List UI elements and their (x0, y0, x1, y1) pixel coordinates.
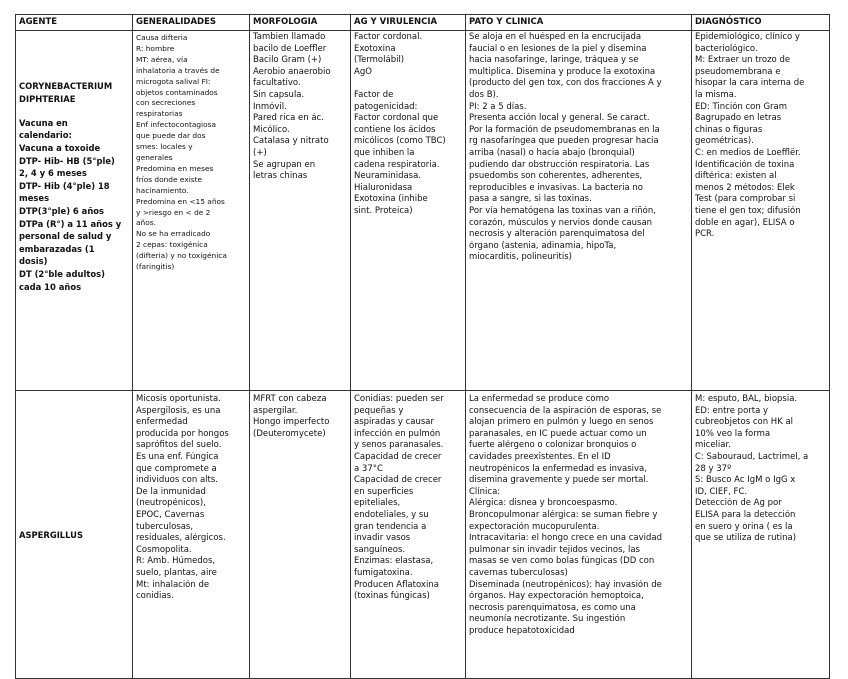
cell-text-line: pulmonar sin invadir tejidos vecinos, las (469, 544, 640, 555)
cell-text-line: aspiradas y causar (354, 417, 434, 428)
cell-text-line: fumigatoxina. (354, 567, 413, 578)
cell-text-line: cadena respiratoria. (354, 159, 440, 170)
cell-text-line: letras chinas (253, 171, 308, 182)
cell-text-line: ELISA para la detección (695, 509, 796, 520)
cell-text-line: que puede dar dos (136, 131, 206, 141)
cell-text-line: Presenta acción local y general. Se caract. (469, 113, 650, 124)
cell-text-line: R: hombre (136, 43, 175, 53)
cell-text-line: Neuraminidasa. (354, 171, 422, 182)
header-agente: AGENTE (16, 15, 133, 31)
cell-text-line: miocarditis, polineuritis) (469, 252, 572, 263)
cell-text-line: en suero y orina ( es la (695, 521, 793, 532)
cell-text-line: 2, 4 y 6 meses (19, 168, 87, 179)
cell-spacer (354, 78, 462, 90)
cell-text-line: epiteliales, (354, 498, 401, 509)
pato-clinica-cell (466, 391, 692, 679)
cell-text-line: Micosis oportunista. (136, 394, 221, 404)
generalidades-cell (133, 391, 250, 679)
cell-text-line: hisopar la cara interna de (695, 78, 805, 89)
cell-text-line: necrosis y alteración parenquimatosa del (469, 229, 645, 240)
cell-text-line: 10% veo la forma (695, 428, 771, 439)
cell-text-line: Enzimas: elastasa, (354, 556, 434, 567)
cell-text-line: pudiendo dar obstrucción respiratoria. Las (469, 159, 650, 170)
ag-virulencia-cell (351, 31, 466, 391)
cell-text-line: Por vía hematógena las toxinas van a riñón, (469, 205, 656, 216)
cell-text-line: pequeñas y (354, 405, 404, 416)
cell-text-line: pasa a sangre, si las toxinas. (469, 194, 592, 205)
cell-text-line: facultativo. (253, 78, 301, 89)
generalidades-cell (133, 31, 250, 391)
cell-text-line: enfermedad (136, 417, 188, 428)
cell-text-line: dos B). (469, 89, 499, 100)
cell-text-line: meses (19, 193, 50, 204)
cell-text-line: en superficies (354, 486, 414, 497)
cell-text-line: que compromete a (136, 463, 217, 474)
cell-text-line: Conidias: pueden ser (354, 394, 444, 404)
cell-text-line: S: Busco Ac IgM o IgG x (695, 475, 796, 486)
cell-text-line: corazón, músculos y nervios donde causan (469, 217, 653, 228)
comparison-table (15, 14, 830, 679)
cell-text-line: Diseminada (neutropénicos): hay invasión de (469, 579, 662, 590)
cell-text-line: calendario: (19, 130, 72, 141)
cell-text-line: C: Sabouraud, Lactrimel, a (695, 451, 809, 462)
morfologia-cell (250, 31, 351, 391)
cell-text-line: sanguíneos. (354, 544, 406, 555)
header-row (16, 15, 830, 31)
cell-text-line: Broncopulmonar alérgica: se suman fiebre y (469, 509, 658, 520)
cell-text-line: a 37°C (354, 463, 383, 474)
cell-text-line: años. (136, 218, 156, 228)
cell-text-line: con secreciones (136, 98, 196, 108)
cell-text-line: órgano (astenia, adinamia, hipoTa, (469, 240, 617, 251)
cell-text-line: (producto del gen tox, con dos fracciones A y (469, 78, 662, 89)
cell-text-line: Se agrupan en (253, 159, 316, 170)
cell-text-line: Mt: inhalación de (136, 579, 210, 590)
cell-text-line: 8agrupado en letras (695, 113, 782, 124)
cell-text-line: Sin capsula. (253, 89, 305, 100)
cell-text-line: cavernas tuberculosas) (469, 567, 568, 578)
cell-text-line: DIPHTERIAE (19, 93, 76, 104)
cell-text-line: bacteriológico. (695, 43, 758, 54)
cell-text-line: Por la formación de pseudomembranas en la (469, 124, 660, 135)
cell-text-line: generales (136, 152, 173, 162)
cell-text-line: menos 2 métodos: Elek (695, 182, 795, 193)
cell-text-line: Tambien llamado (253, 32, 326, 42)
cell-text-line: Factor cordonal que (354, 113, 439, 124)
cell-text-line: (Deuteromycete) (253, 428, 326, 439)
cell-text-line: (neutropénicos), (136, 498, 206, 509)
cell-text-line: que se utiliza de rutina) (695, 533, 797, 544)
cell-text-line: disemina gravemente y puede ser mortal. (469, 475, 649, 486)
cell-text-line: doble en agar), ELISA o (695, 217, 795, 228)
cell-spacer (19, 105, 129, 117)
cell-text-line: Epidemiológico, clínico y (695, 32, 800, 42)
header-morfologia: MORFOLOGIA (250, 15, 351, 31)
cell-text-line: Vacuna a toxoide (19, 142, 101, 153)
cell-text-line: cubreobjetos con HK al (695, 417, 794, 428)
cell-text-line: Detección de Ag por (695, 498, 782, 509)
table-row-aspergillus (16, 391, 830, 679)
cell-text-line: DT (2°ble adultos) (19, 268, 105, 279)
cell-text-line: 28 y 37º (695, 463, 732, 474)
cell-text-line: arriba (nasal) o hacia abajo (bronquial) (469, 147, 635, 158)
cell-text-line: (faringitis) (136, 262, 175, 272)
cell-text-line: Predomina en <15 años (136, 196, 225, 206)
cell-text-line: ID, CIEF, FC. (695, 486, 748, 497)
cell-text-line: (toxinas fúngicas) (354, 591, 430, 602)
cell-text-line: Factor de (354, 89, 394, 100)
cell-text-line: ED: Tinción con Gram (695, 101, 788, 112)
cell-text-line: Capacidad de crecer (354, 451, 442, 462)
cell-text-line: La enfermedad se produce como (469, 394, 610, 404)
cell-text-line: cavidades preexistentes. En el ID (469, 451, 611, 462)
cell-text-line: y >riesgo en < de 2 (136, 207, 211, 217)
cell-text-line: fuerte alérgeno o colonizar bronquios o (469, 440, 637, 451)
header-ag-virulencia: AG Y VIRULENCIA (351, 15, 466, 31)
cell-text-line: Exotoxina (inhibe (354, 194, 428, 205)
cell-text-line: Hialuronidasa (354, 182, 413, 193)
cell-text-line: Producen Aflatoxina (354, 579, 439, 590)
cell-text-line: 2 cepas: toxigénica (136, 240, 208, 250)
cell-text-line: Test (para comprobar si (695, 194, 796, 205)
cell-text-line: (difteria) y no toxigénica (136, 251, 227, 261)
cell-text-line: DTP- Hib (4°ple) 18 (19, 180, 110, 191)
cell-text-line: aspergilar. (253, 405, 298, 416)
cell-text-line: reproducibles e invasivas. La bacteria no (469, 182, 643, 193)
cell-text-line: Alérgica: disnea y broncoespasmo. (469, 498, 618, 509)
cell-text-line: producida por hongos (136, 428, 229, 439)
cell-text-line: y senos paranasales. (354, 440, 444, 451)
cell-text-line: DTPa (R°) a 11 años y (19, 218, 122, 229)
cell-text-line: invadir vasos (354, 533, 411, 544)
cell-text-line: microgota salival FI: (136, 76, 211, 86)
cell-text-line: Causa difteria (136, 33, 188, 42)
cell-text-line: MT: aérea, vía (136, 54, 188, 64)
cell-text-line: MFRT con cabeza (253, 394, 327, 404)
cell-text-line: endoteliales, y su (354, 509, 429, 520)
cell-text-line: smes: locales y (136, 142, 193, 152)
cell-text-line: Catalasa y nitrato (253, 136, 329, 147)
cell-text-line: contiene los ácidos (354, 124, 436, 135)
cell-text-line: Exotoxina (354, 43, 396, 54)
cell-text-line: M: Extraer un trozo de (695, 55, 791, 66)
cell-text-line: ASPERGILLUS (19, 530, 84, 541)
cell-text-line: neutropénicos la enfermedad es invasiva, (469, 463, 647, 474)
cell-text-line: Vacuna en (19, 117, 68, 128)
cell-text-line: multiplica. Disemina y produce la exotoxina (469, 66, 656, 77)
cell-text-line: C: en medios de Loefflër. (695, 147, 801, 158)
cell-text-line: hacia nasofaringe, laringe, tráquea y se (469, 55, 639, 66)
cell-text-line: Aspergilosis, es una (136, 405, 221, 416)
cell-text-line: (Termolábil) (354, 55, 405, 66)
cell-text-line: alojan primero en pulmón y luego en senos (469, 417, 654, 428)
pato-clinica-cell (466, 31, 692, 391)
cell-text-line: saprófitos del suelo. (136, 440, 222, 451)
cell-text-line: bacilo de Loeffler (253, 43, 327, 54)
header-pato-clinica: PATO Y CLINICA (466, 15, 692, 31)
cell-text-line: Hongo imperfecto (253, 417, 330, 428)
header-generalidades: GENERALIDADES (133, 15, 250, 31)
cell-text-line: residuales, alérgicos. (136, 533, 226, 544)
cell-text-line: gran tendencia a (354, 521, 427, 532)
cell-text-line: miceliar. (695, 440, 731, 451)
cell-text-line: patogenicidad: (354, 101, 418, 112)
cell-text-line: Es una enf. Fúngica (136, 451, 219, 462)
cell-text-line: conidias. (136, 591, 174, 602)
cell-text-line: que inhiben la (354, 147, 415, 158)
cell-text-line: individuos con alts. (136, 475, 219, 486)
cell-text-line: PCR. (695, 229, 715, 240)
cell-text-line: sint. Proteica) (354, 205, 413, 216)
cell-text-line: neumonía necrotizante. Su ingestión (469, 614, 626, 625)
cell-text-line: Cosmopolita. (136, 544, 192, 555)
cell-text-line: Capacidad de crecer (354, 475, 442, 486)
cell-text-line: DTP- Hib- HB (5°ple) (19, 155, 115, 166)
diagnostico-cell (692, 31, 830, 391)
cell-text-line: necrosis parenquimatosa, es como una (469, 602, 636, 613)
cell-text-line: pseudomembrana e (695, 66, 781, 77)
cell-text-line: faucial o en lesiones de la piel y disemina (469, 43, 647, 54)
cell-text-line: chinas o figuras (695, 124, 763, 135)
cell-text-line: objetos contaminados (136, 87, 218, 97)
cell-text-line: M: esputo, BAL, biopsia. (695, 394, 798, 404)
cell-text-line: PI: 2 a 5 días. (469, 101, 527, 112)
cell-text-line: produce hepatotoxicidad (469, 625, 575, 636)
cell-text-line: geométricas). (695, 136, 754, 147)
cell-text-line: Factor cordonal. (354, 32, 423, 42)
cell-text-line: Enf infectocontagiosa (136, 120, 217, 130)
cell-text-line: (+) (253, 147, 267, 158)
cell-text-line: Pared rica en ác. (253, 113, 324, 124)
cell-text-line: Aerobio anaerobio (253, 66, 331, 77)
cell-text-line: ED: entre porta y (695, 405, 769, 416)
cell-text-line: órganos. Hay expectoración hemoptoica, (469, 591, 644, 602)
cell-text-line: Micólico. (253, 124, 290, 135)
cell-text-line: micólicos (como TBC) (354, 136, 446, 147)
cell-text-line: inhalatoria a través de (136, 65, 220, 75)
cell-text-line: Inmóvil. (253, 101, 287, 112)
diagnostico-cell (692, 391, 830, 679)
ag-virulencia-cell (351, 391, 466, 679)
agente-cell (16, 391, 133, 679)
cell-text-line: Se aloja en el huésped en la encrucijada (469, 32, 642, 42)
cell-text-line: paranasales, en IC puede actuar como un (469, 428, 647, 439)
cell-text-line: masas se ven como bolas fúngicas (DD con (469, 556, 655, 567)
cell-text-line: embarazadas (1 (19, 243, 95, 254)
cell-text-line: hacinamiento. (136, 185, 189, 195)
morfologia-cell (250, 391, 351, 679)
cell-text-line: Clínica: (469, 486, 501, 497)
cell-text-line: rg nasofaríngea que pueden progresar hacia (469, 136, 659, 147)
cell-text-line: EPOC, Cavernas (136, 509, 205, 520)
cell-text-line: infección en pulmón (354, 428, 441, 439)
cell-text-line: R: Amb. Húmedos, (136, 556, 216, 567)
table-row-corynebacterium (16, 31, 830, 391)
cell-text-line: diftérica: existen al (695, 171, 777, 182)
cell-text-line: Identificación de toxina (695, 159, 795, 170)
cell-text-line: suelo, plantas, aire (136, 567, 217, 578)
cell-text-line: cada 10 años (19, 281, 82, 292)
cell-text-line: psuedombs son coherentes, adherentes, (469, 171, 643, 182)
cell-text-line: consecuencia de la aspiración de esporas, se (469, 405, 662, 416)
cell-text-line: Predomina en meses (136, 163, 214, 173)
cell-text-line: CORYNEBACTERIUM (19, 81, 113, 91)
header-diagnostico: DIAGNÓSTICO (692, 15, 830, 31)
cell-text-line: dosis) (19, 256, 48, 267)
cell-text-line: No se ha erradicado (136, 229, 211, 239)
cell-text-line: tiene el gen tox; difusión (695, 205, 801, 216)
cell-text-line: expectoración mucopurulenta. (469, 521, 600, 532)
cell-text-line: AgO (354, 66, 372, 77)
cell-text-line: personal de salud y (19, 231, 112, 242)
cell-text-line: tuberculosas, (136, 521, 194, 532)
cell-text-line: Intracavitaria: el hongo crece en una cavidad (469, 533, 663, 544)
cell-text-line: fríos donde existe (136, 174, 203, 184)
agente-cell (16, 31, 133, 391)
cell-text-line: respiratorias (136, 109, 183, 119)
cell-text-line: la misma. (695, 89, 737, 100)
cell-text-line: DTP(3°ple) 6 años (19, 205, 105, 216)
cell-text-line: Bacilo Gram (+) (253, 55, 322, 66)
cell-text-line: De la inmunidad (136, 486, 206, 497)
